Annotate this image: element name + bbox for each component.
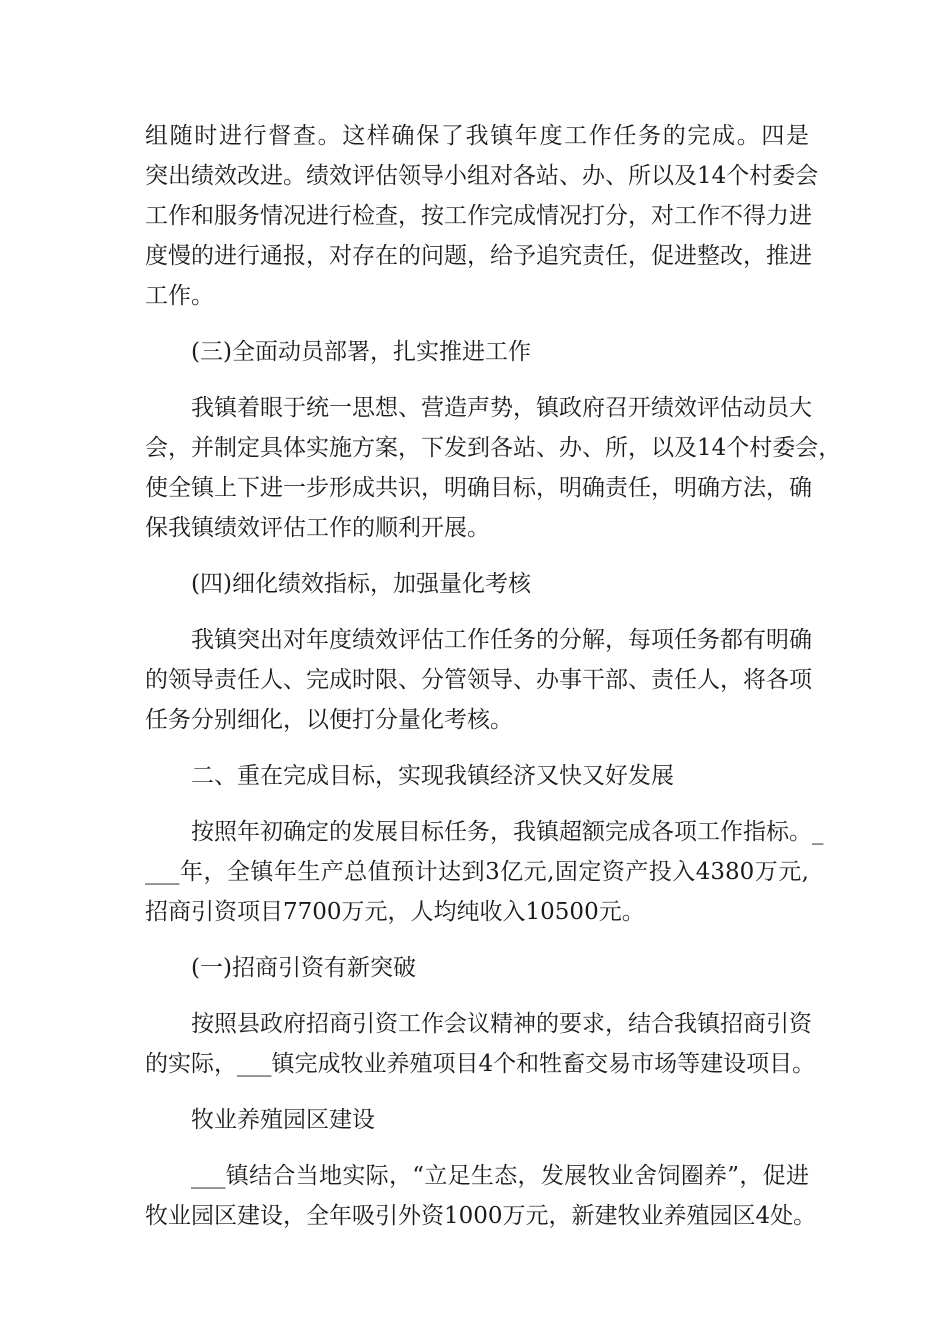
- text-line: 我镇着眼于统一思想、营造声势，镇政府召开绩效评估动员大: [191, 395, 812, 421]
- section-heading-one: (一)招商引资有新突破: [191, 955, 416, 981]
- text-line: 的实际，___镇完成牧业养殖项目4个和牲畜交易市场等建设项目。: [145, 1051, 816, 1077]
- text-line: 招商引资项目7700万元，人均纯收入10500元。: [145, 899, 645, 925]
- text-line: 使全镇上下进一步形成共识，明确目标，明确责任，明确方法，确: [145, 475, 812, 501]
- text-line: 牧业园区建设，全年吸引外资1000万元，新建牧业养殖园区4处。: [145, 1203, 817, 1229]
- text-line: 工作。: [145, 283, 214, 309]
- text-line: 突出绩效改进。绩效评估领导小组对各站、办、所以及14个村委会: [145, 163, 819, 189]
- text-line: 我镇突出对年度绩效评估工作任务的分解，每项任务都有明确: [191, 627, 812, 653]
- paragraph-targets: [145, 812, 824, 932]
- section-heading-livestock: 牧业养殖园区建设: [191, 1107, 375, 1133]
- text-line: 工作和服务情况进行检查，按工作完成情况打分，对工作不得力进: [145, 203, 812, 229]
- section-heading-two: 二、重在完成目标，实现我镇经济又快又好发展: [191, 763, 674, 789]
- document-body: [145, 116, 842, 1252]
- paragraph-supervision: [145, 116, 819, 316]
- text-line: 度慢的进行通报，对存在的问题，给予追究责任，促进整改，推进: [145, 243, 812, 269]
- paragraph-mobilization: [145, 388, 842, 548]
- text-line: 任务分别细化，以便打分量化考核。: [145, 707, 513, 733]
- section-heading-4: (四)细化绩效指标，加强量化考核: [191, 571, 531, 597]
- text-line: 会，并制定具体实施方案，下发到各站、办、所，以及14个村委会，: [145, 435, 842, 461]
- paragraph-investment: [145, 1004, 816, 1084]
- text-line: 的领导责任人、完成时限、分管领导、办事干部、责任人，将各项: [145, 667, 812, 693]
- paragraph-livestock: [145, 1156, 817, 1236]
- text-line: 组随时进行督查。这样确保了我镇年度工作任务的完成。四是: [145, 123, 809, 149]
- text-line: 保我镇绩效评估工作的顺利开展。: [145, 515, 490, 541]
- section-heading-3: (三)全面动员部署，扎实推进工作: [191, 339, 531, 365]
- text-line: ___年，全镇年生产总值预计达到3亿元,固定资产投入4380万元,: [145, 859, 809, 885]
- paragraph-indicators: [145, 620, 812, 740]
- text-line: 按照县政府招商引资工作会议精神的要求，结合我镇招商引资: [191, 1011, 812, 1037]
- text-line: ___镇结合当地实际，“立足生态，发展牧业舍饲圈养”，促进: [191, 1163, 809, 1189]
- text-line: 按照年初确定的发展目标任务，我镇超额完成各项工作指标。_: [191, 819, 824, 845]
